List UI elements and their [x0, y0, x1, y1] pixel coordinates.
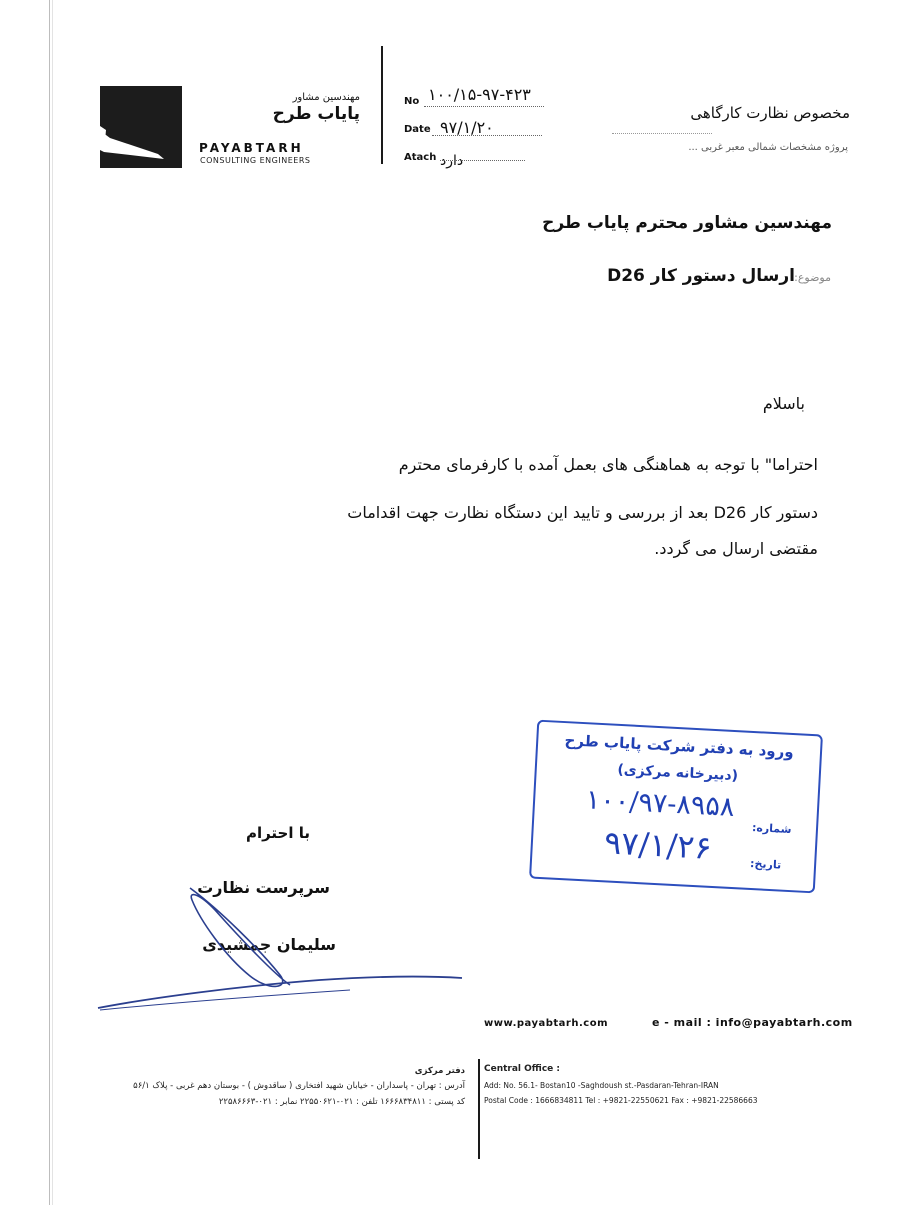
- header-divider: [381, 46, 383, 164]
- footer-address-fa: آدرس : تهران - پاسداران - خیابان شهید افتخاری ( ساقدوش ) - بوستان دهم غربی - پلاک ۵۶/۱: [133, 1081, 465, 1091]
- stamp-date-label: تاریخ:: [749, 856, 782, 872]
- stamp-date-value: ۹۷/۱/۲۶: [603, 823, 713, 867]
- letter-addressee: مهندسین مشاور محترم پایاب طرح: [542, 213, 832, 233]
- paragraph-line: دستور کار D26 بعد از بررسی و تایید این دستگاه نظارت جهت اقدامات: [347, 503, 818, 522]
- supervision-title: مخصوص نظارت کارگاهی: [690, 104, 850, 122]
- company-name-fa-small: مهندسین مشاور: [292, 92, 360, 103]
- scan-edge: [52, 0, 53, 1205]
- letter-subject: ارسال دستور کار D26: [607, 266, 795, 286]
- footer-contact-en: Postal Code : 1666834811 Tel : +9821-22550621 Fax : +9821-22586663: [484, 1096, 758, 1105]
- footer-email: e - mail : info@payabtarh.com: [652, 1016, 853, 1029]
- reception-stamp: [529, 720, 823, 894]
- stamp-number-value: ۱۰۰/۹۷-۸۹۵۸: [585, 784, 736, 824]
- paragraph-line: مقتضی ارسال می گردد.: [654, 539, 818, 558]
- footer-central-office-en: Central Office :: [484, 1064, 561, 1074]
- supervision-subtitle: پروژه مشخصات شمالی معبر غربی ...: [688, 142, 848, 153]
- letter-number-line: [424, 106, 544, 107]
- handwritten-signature-icon: [90, 880, 470, 1020]
- company-name-en: PAYABTARH: [199, 141, 304, 155]
- footer-address-en: Add: No. 56.1- Bostan10 -Saghdoush st.-Pasdaran-Tehran-IRAN: [484, 1081, 719, 1090]
- logo-mark-icon: [100, 86, 182, 168]
- signer-role: سرپرست نظارت: [197, 878, 330, 897]
- letter-number-value: ۱۰۰/۱۵-۹۷-۴۲۳: [428, 85, 531, 104]
- footer-website: www.payabtarh.com: [484, 1018, 608, 1029]
- supervision-line: [612, 133, 712, 134]
- signer-name: سلیمان جمشیدی: [202, 935, 336, 954]
- company-logo-icon: [100, 86, 182, 168]
- letter-attach-value: دارد: [440, 153, 464, 169]
- letter-attach-label: Atach: [404, 152, 437, 163]
- footer-central-office-fa: دفتر مرکزی: [414, 1066, 465, 1076]
- company-tagline-en: CONSULTING ENGINEERS: [200, 156, 311, 165]
- stamp-subtitle: (دبیرخانه مرکزی): [617, 761, 739, 785]
- letter-date-label: Date: [404, 124, 431, 135]
- closing-text: با احترام: [245, 824, 310, 842]
- stamp-number-label: شماره:: [751, 821, 792, 837]
- letter-number-label: No: [404, 96, 420, 107]
- footer-divider: [478, 1059, 480, 1159]
- footer-contact-fa: کد پستی : ۱۶۶۶۸۳۴۸۱۱ تلفن : ۰۲۱-۲۲۵۵۰۶۲۱ نمابر : ۰۲۱-۲۲۵۸۶۶۶۳: [218, 1097, 465, 1107]
- subject-label: موضوع:: [794, 271, 831, 284]
- paragraph-line: احتراما" با توجه به هماهنگی های بعمل آمده با کارفرمای محترم: [398, 455, 818, 474]
- company-name-fa: پایاب طرح: [272, 104, 360, 124]
- letter-greeting: باسلام: [762, 394, 805, 413]
- scan-edge: [49, 0, 50, 1205]
- letter-date-value: ۹۷/۱/۲۰: [440, 118, 494, 137]
- letter-date-line: [432, 135, 542, 136]
- stamp-title: ورود به دفتر شرکت پایاب طرح: [564, 731, 795, 762]
- letter-attach-line: [440, 160, 525, 161]
